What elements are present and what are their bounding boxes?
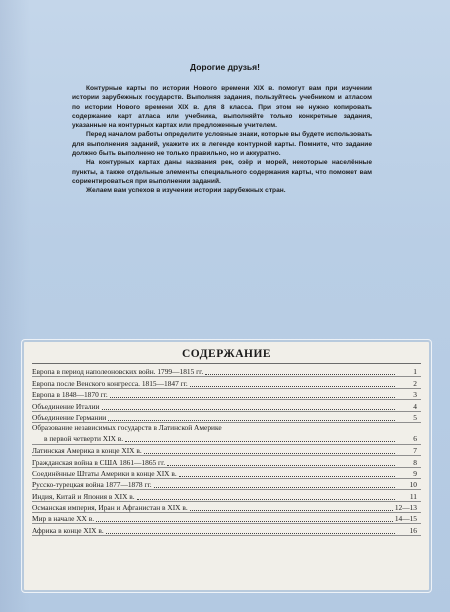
toc-item-page: 12—13 (394, 503, 417, 513)
toc-item-title: Образование независимых государств в Латинской Америке (32, 422, 222, 432)
toc-leader-dots (108, 413, 395, 421)
toc-leader-dots (190, 379, 395, 387)
intro-text (72, 84, 372, 196)
toc-item-page: 6 (413, 433, 417, 443)
toc-item-title: Объединение Италии (32, 401, 100, 411)
toc-title: СОДЕРЖАНИЕ (24, 348, 429, 360)
toc-leader-dots (110, 390, 395, 398)
toc-item[interactable] (32, 456, 421, 467)
toc-leader-dots (106, 526, 395, 534)
toc-leader-dots (102, 402, 395, 410)
toc-item-title: Объединение Германии (32, 412, 107, 422)
toc-item-title: Европа в 1848—1870 гг. (32, 390, 108, 400)
toc-item-title: Гражданская война в США 1861—1865 гг. (32, 457, 166, 467)
toc-item-title: Соединённые Штаты Америки в конце XIX в. (32, 468, 177, 478)
toc-item-title: Европа в период наполеоновских войн. 1799—1815 гг. (32, 367, 204, 377)
toc-leader-dots (167, 458, 395, 466)
toc-item-title: Африка в конце XIX в. (32, 525, 104, 535)
toc-list (32, 366, 421, 536)
toc-item-page: 5 (413, 412, 417, 422)
toc-item-page: 10 (409, 480, 417, 490)
toc-leader-dots (144, 446, 395, 454)
toc-item-page: 16 (409, 525, 417, 535)
toc-item-page: 3 (413, 390, 417, 400)
toc-item-title: Европа после Венского конгресса. 1815—1847 гг. (32, 378, 188, 388)
greeting-heading: Дорогие друзья! (190, 62, 260, 72)
toc-item-page: 7 (413, 446, 417, 456)
toc-item-page: 14—15 (394, 514, 417, 524)
toc-leader-dots (190, 503, 393, 511)
toc-item-page: 8 (413, 457, 417, 467)
toc-item-title-cont: в первой четверти XIX в. (44, 433, 124, 443)
toc-item[interactable] (32, 513, 421, 524)
toc-item-page: 9 (413, 468, 417, 478)
toc-item[interactable] (32, 423, 421, 445)
toc-item-title: Русско-турецкая война 1877—1878 гг. (32, 480, 152, 490)
toc-item[interactable] (32, 468, 421, 479)
toc-item[interactable] (32, 479, 421, 490)
toc-item-title: Индия, Китай и Япония в XIX в. (32, 491, 135, 501)
toc-item[interactable] (32, 524, 421, 535)
toc-leader-dots (96, 514, 393, 522)
toc-item[interactable] (32, 412, 421, 423)
toc-item-title: Латинская Америка в конце XIX в. (32, 446, 142, 456)
toc-item[interactable] (32, 400, 421, 411)
toc-item[interactable] (32, 490, 421, 501)
toc-item-page: 1 (413, 367, 417, 377)
toc-item-page: 11 (409, 491, 417, 501)
toc-item[interactable] (32, 366, 421, 377)
toc-item[interactable] (32, 445, 421, 456)
toc-leader-dots (154, 480, 395, 488)
toc-leader-dots (205, 367, 395, 375)
toc-item[interactable] (32, 502, 421, 513)
table-of-contents (22, 340, 431, 592)
toc-item-continuation (32, 433, 421, 443)
toc-leader-dots (137, 492, 395, 500)
intro-paragraph: На контурных картах даны названия рек, озёр и морей, некоторые населённые пункты, а также отдельные элементы специального содержания карты, что поможет вам сориентироваться при выполнении заданий. (72, 159, 372, 185)
toc-item[interactable] (32, 389, 421, 400)
toc-item[interactable] (32, 377, 421, 388)
toc-leader-dots (179, 469, 395, 477)
intro-paragraph: Контурные карты по истории Нового времени XIX в. помогут вам при изучении истории зарубежных государств. Выполняя задания, пользуйтесь учебником и атласом по истории Нового времени XIX в. для 8 класса. При этом не нужно копировать содержание карт атласа или учебника, выполняйте только конкретные задания, указанные на контурных картах или предложенные учителем. (72, 85, 372, 130)
toc-item-page: 2 (413, 378, 417, 388)
intro-paragraph: Желаем вам успехов в изучении истории зарубежных стран. (86, 187, 286, 195)
toc-item-page: 4 (413, 401, 417, 411)
toc-item-title: Османская империя, Иран и Афганистан в XIX в. (32, 503, 188, 513)
intro-paragraph: Перед началом работы определите условные знаки, которые вы будете использовать для выполнения заданий, укажите их в легенде контурной карты. Помните, что задание должно быть выполнено не только правильно, но и аккуратно. (72, 131, 372, 158)
toc-item-title: Мир в начале XX в. (32, 514, 95, 524)
toc-leader-dots (125, 434, 395, 442)
